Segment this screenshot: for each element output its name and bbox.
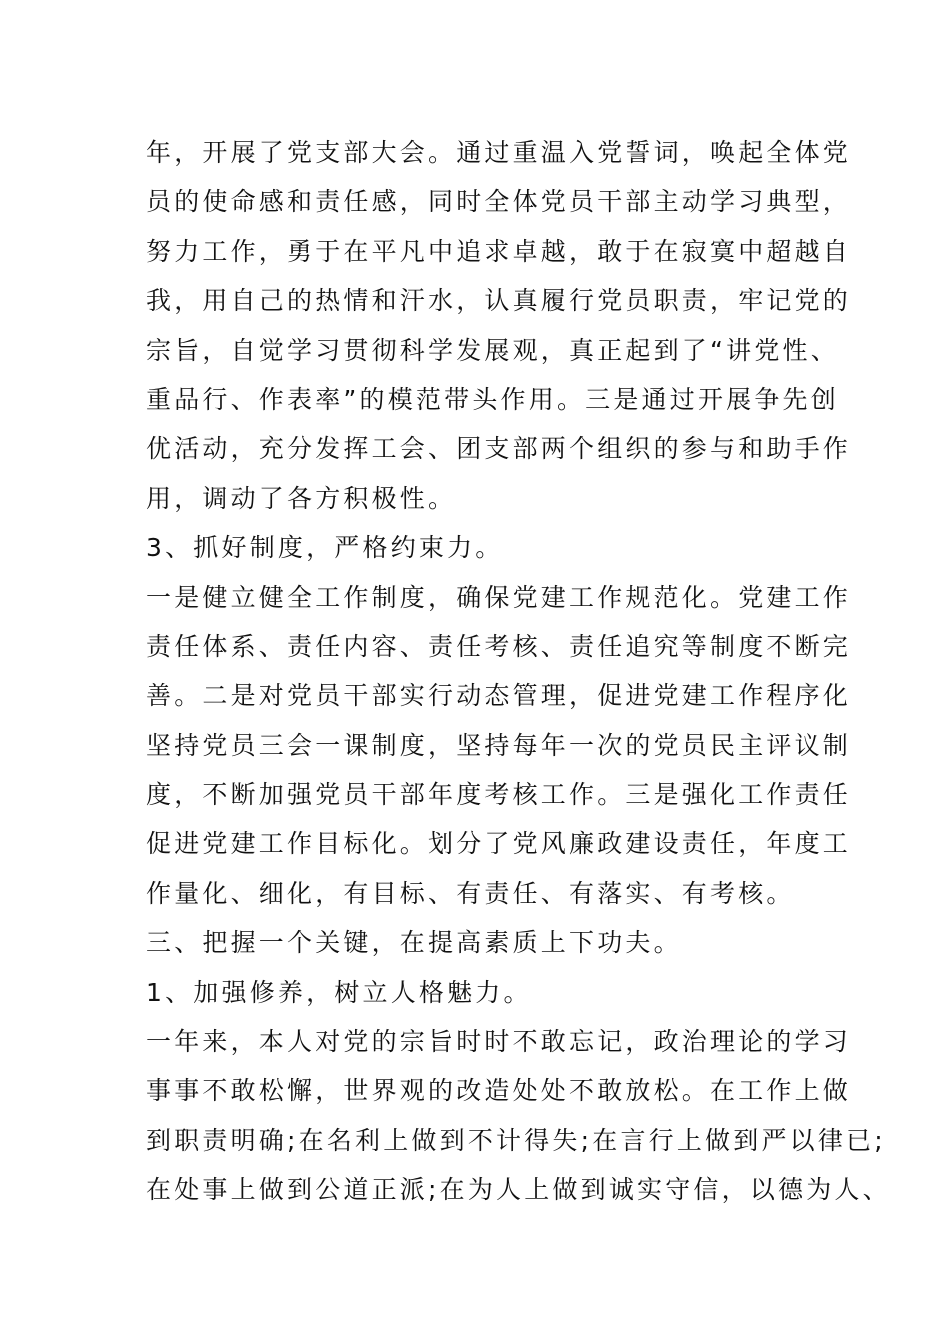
text-line: 坚持党员三会一课制度，坚持每年一次的党员民主评议制 <box>146 730 852 760</box>
text-line: 到职责明确;在名利上做到不计得失;在言行上做到严以律已; <box>146 1125 886 1155</box>
document-body <box>146 128 891 1215</box>
text-line: 促进党建工作目标化。划分了党风廉政建设责任，年度工 <box>146 829 852 859</box>
text-line: 我，用自己的热情和汗水，认真履行党员职责，牢记党的 <box>146 286 852 316</box>
text-line: 用，调动了各方积极性。 <box>146 483 457 513</box>
text-line: 作量化、细化，有目标、有责任、有落实、有考核。 <box>146 878 795 908</box>
text-line: 责任体系、责任内容、责任考核、责任追究等制度不断完 <box>146 631 852 661</box>
text-line: 重品行、作表率”的模范带头作用。三是通过开展争先创 <box>146 384 839 414</box>
text-line: 员的使命感和责任感，同时全体党员干部主动学习典型， <box>146 187 852 217</box>
text-line: 善。二是对党员干部实行动态管理，促进党建工作程序化 <box>146 681 852 711</box>
text-line: 度，不断加强党员干部年度考核工作。三是强化工作责任 <box>146 780 852 810</box>
text-line: 在处事上做到公道正派;在为人上做到诚实守信，以德为人、 <box>146 1175 891 1205</box>
text-line: 一年来，本人对党的宗旨时时不敢忘记，政治理论的学习 <box>146 1027 852 1057</box>
text-line: 努力工作，勇于在平凡中追求卓越，敢于在寂寞中超越自 <box>146 236 852 266</box>
text-line: 事事不敢松懈，世界观的改造处处不敢放松。在工作上做 <box>146 1076 852 1106</box>
section-heading: 1、加强修养，树立人格魅力。 <box>146 977 532 1007</box>
section-heading: 3、抓好制度，严格约束力。 <box>146 533 504 563</box>
text-line: 宗旨，自觉学习贯彻科学发展观，真正起到了“讲党性、 <box>146 335 839 365</box>
text-line: 一是健立健全工作制度，确保党建工作规范化。党建工作 <box>146 582 852 612</box>
text-line: 年，开展了党支部大会。通过重温入党誓词，唤起全体党 <box>146 138 852 167</box>
section-heading: 三、把握一个关键，在提高素质上下功夫。 <box>146 928 682 958</box>
text-line: 优活动，充分发挥工会、团支部两个组织的参与和助手作 <box>146 434 852 464</box>
